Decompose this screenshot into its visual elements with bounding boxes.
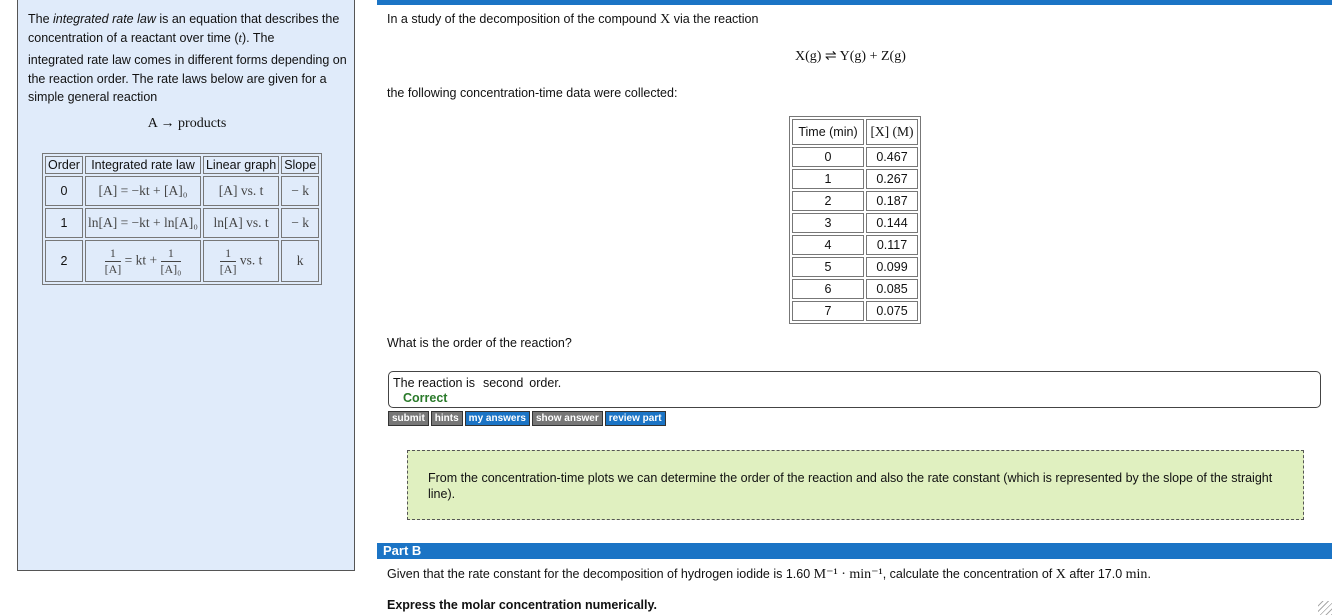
concentration-cell: 0.117 bbox=[866, 235, 918, 255]
table-row bbox=[792, 213, 918, 233]
question-text: after 17.0 bbox=[1065, 567, 1126, 581]
fraction bbox=[105, 246, 122, 277]
table-row bbox=[792, 257, 918, 277]
my-answers-button[interactable]: my answers bbox=[465, 411, 530, 426]
show-answer-button[interactable]: show answer bbox=[532, 411, 603, 426]
intro-text: In a study of the decomposition of the compound bbox=[387, 12, 661, 26]
answer-box bbox=[388, 371, 1321, 408]
fraction-denominator: [A]₀ bbox=[160, 261, 182, 276]
slope-cell: − k bbox=[281, 176, 319, 206]
answer-suffix: order. bbox=[529, 376, 562, 390]
compound-symbol: X bbox=[660, 12, 671, 27]
intro-text: ). The bbox=[242, 30, 275, 45]
order-cell: 0 bbox=[45, 176, 83, 206]
data-intro: the following concentration-time data were collected: bbox=[387, 86, 678, 100]
header-time: Time (min) bbox=[792, 119, 864, 145]
time-cell: 5 bbox=[792, 257, 864, 277]
concentration-cell: 0.144 bbox=[866, 213, 918, 233]
slope-cell: k bbox=[281, 240, 319, 282]
header-concentration: [X] (M) bbox=[866, 119, 918, 145]
feedback-box bbox=[407, 450, 1304, 520]
intro-text: via the reaction bbox=[670, 12, 759, 26]
table-row bbox=[45, 208, 319, 238]
concentration-time-table bbox=[789, 116, 921, 324]
time-cell: 0 bbox=[792, 147, 864, 167]
part-a-header-bar bbox=[377, 0, 1332, 5]
header-slope: Slope bbox=[281, 156, 319, 174]
answer-line bbox=[393, 376, 561, 390]
time-cell: 7 bbox=[792, 301, 864, 321]
time-cell: 4 bbox=[792, 235, 864, 255]
time-cell: 2 bbox=[792, 191, 864, 211]
question-text: , calculate the concentration of bbox=[882, 567, 1056, 581]
concentration-cell: 0.267 bbox=[866, 169, 918, 189]
graph-cell: [A] vs. t bbox=[203, 176, 279, 206]
graph-cell: ln[A] vs. t bbox=[203, 208, 279, 238]
fraction bbox=[161, 246, 182, 277]
intro-paragraph-1 bbox=[28, 10, 350, 47]
table-row bbox=[792, 191, 918, 211]
header-graph: Linear graph bbox=[203, 156, 279, 174]
law-cell: ln[A] = −kt + ln[A]₀ bbox=[85, 208, 201, 238]
part-b-instruction: Express the molar concentration numerically. bbox=[387, 598, 657, 612]
time-cell: 3 bbox=[792, 213, 864, 233]
concentration-cell: 0.075 bbox=[866, 301, 918, 321]
table-row bbox=[45, 176, 319, 206]
table-header-row bbox=[792, 119, 918, 145]
correct-status: Correct bbox=[403, 391, 448, 405]
hints-button[interactable]: hints bbox=[431, 411, 463, 426]
feedback-text: From the concentration-time plots we can determine the order of the reaction and also the rate constant (which is represented by the slope of the straight line). bbox=[428, 471, 1273, 501]
order-cell: 1 bbox=[45, 208, 83, 238]
concentration-cell: 0.099 bbox=[866, 257, 918, 277]
question-text: . bbox=[1147, 567, 1151, 581]
part-a-intro bbox=[387, 12, 758, 28]
table-row bbox=[45, 240, 319, 282]
table-row bbox=[792, 279, 918, 299]
submit-button[interactable]: submit bbox=[388, 411, 429, 426]
part-a-question: What is the order of the reaction? bbox=[387, 336, 572, 350]
intro-term: integrated rate law bbox=[53, 12, 156, 26]
data-rows bbox=[792, 147, 918, 321]
table-row bbox=[792, 169, 918, 189]
table-row bbox=[792, 235, 918, 255]
graph-suffix: vs. t bbox=[236, 252, 263, 268]
table-row bbox=[792, 147, 918, 167]
header-law: Integrated rate law bbox=[85, 156, 201, 174]
fraction bbox=[220, 246, 237, 277]
intro-text: is an equation that describes the concentration of a reactant over time ( bbox=[28, 12, 340, 45]
answer-prefix: The reaction is bbox=[393, 376, 475, 390]
time-cell: 6 bbox=[792, 279, 864, 299]
fraction-numerator: 1 bbox=[167, 245, 174, 260]
intro-variable: t bbox=[238, 30, 243, 45]
time-unit: min bbox=[1125, 567, 1148, 582]
question-area bbox=[377, 0, 1332, 615]
general-reaction: A → products bbox=[147, 116, 227, 131]
table-header-row bbox=[45, 156, 319, 174]
time-cell: 1 bbox=[792, 169, 864, 189]
fraction-numerator: 1 bbox=[225, 245, 232, 260]
part-b-question bbox=[387, 566, 1151, 583]
rate-law-table bbox=[42, 153, 322, 285]
fraction-denominator: [A] bbox=[104, 261, 122, 276]
rate-law-info-panel bbox=[17, 0, 355, 571]
concentration-cell: 0.187 bbox=[866, 191, 918, 211]
resize-handle-icon[interactable] bbox=[1318, 601, 1332, 615]
reaction-equation: X(g) ⇌ Y(g) + Z(g) bbox=[795, 49, 906, 64]
intro-text: The bbox=[28, 12, 54, 26]
slope-cell: − k bbox=[281, 208, 319, 238]
action-buttons bbox=[388, 411, 666, 426]
part-b-header[interactable]: Part B bbox=[377, 543, 1332, 559]
compound-symbol: X bbox=[1055, 567, 1066, 582]
law-cell: [A] = −kt + [A]₀ bbox=[85, 176, 201, 206]
concentration-cell: 0.467 bbox=[866, 147, 918, 167]
rate-law-intro bbox=[28, 10, 350, 107]
header-order: Order bbox=[45, 156, 83, 174]
question-text: Given that the rate constant for the decomposition of hydrogen iodide is 1.60 bbox=[387, 567, 814, 581]
graph-cell bbox=[203, 240, 279, 282]
rate-constant-units: M⁻¹ · min⁻¹ bbox=[813, 567, 883, 582]
intro-paragraph-2: integrated rate law comes in different forms depending on the reaction order. The rate laws below are given for a simple general reaction bbox=[28, 53, 347, 104]
review-part-button[interactable]: review part bbox=[605, 411, 666, 426]
table-row bbox=[792, 301, 918, 321]
fraction-numerator: 1 bbox=[109, 245, 116, 260]
law-middle: = kt + bbox=[121, 252, 161, 268]
order-answer-field[interactable]: second bbox=[482, 376, 524, 390]
law-cell bbox=[85, 240, 201, 282]
fraction-denominator: [A] bbox=[219, 261, 237, 276]
order-cell: 2 bbox=[45, 240, 83, 282]
concentration-cell: 0.085 bbox=[866, 279, 918, 299]
